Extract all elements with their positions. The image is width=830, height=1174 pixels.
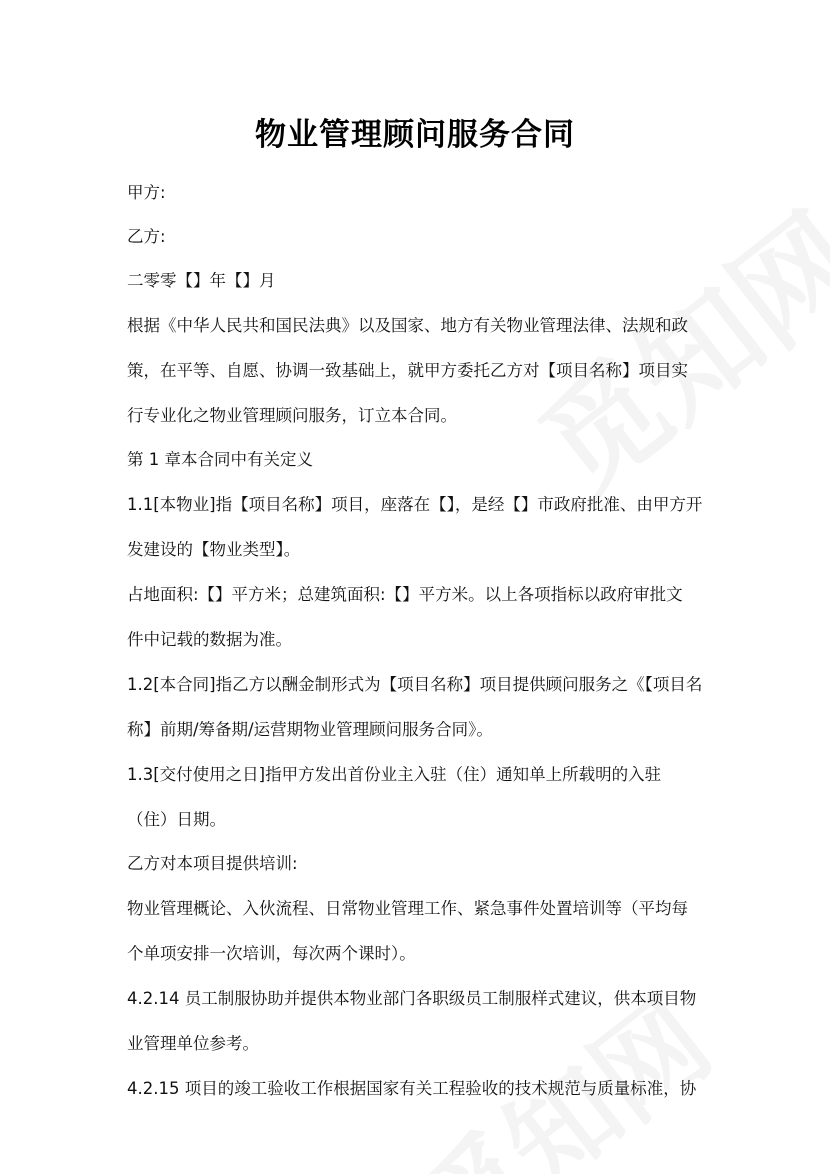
- contract-body: [127, 171, 717, 1111]
- training-paragraph: [127, 886, 717, 976]
- paragraph-line: 1.3[交付使用之日]指甲方发出首份业主入驻（住）通知单上所载明的入驻: [127, 765, 662, 784]
- party-a-line: 甲方:: [127, 183, 166, 202]
- paragraph-line: 个单项安排一次培训，每次两个课时）。: [127, 944, 416, 963]
- preamble-paragraph: [127, 303, 717, 438]
- clause-1-1: [127, 482, 717, 572]
- chapter-heading: 第 1 章本合同中有关定义: [127, 450, 313, 469]
- paragraph-line: 1.1[本物业]指【项目名称】项目，座落在【】，是经【】市政府批准、由甲方开: [127, 495, 703, 514]
- training-heading: 乙方对本项目提供培训:: [127, 854, 298, 873]
- clause-4-2-15: [127, 1066, 717, 1111]
- clause-1-3: [127, 752, 717, 842]
- party-b-line: 乙方:: [127, 227, 166, 246]
- contract-title: 物业管理顾问服务合同: [255, 117, 575, 153]
- paragraph-line: （住）日期。: [127, 810, 226, 829]
- paragraph-line: 物业管理概论、入伙流程、日常物业管理工作、紧急事件处置培训等（平均每: [127, 899, 688, 918]
- clause-4-2-14: [127, 976, 717, 1066]
- paragraph-line: 行专业化之物业管理顾问服务，订立本合同。: [127, 406, 457, 425]
- paragraph-line: 4.2.14 员工制服协助并提供本物业部门各职级员工制服样式建议，供本项目物: [127, 989, 697, 1008]
- area-paragraph: [127, 572, 717, 662]
- paragraph-line: 占地面积:【】平方米；总建筑面积:【】平方米。以上各项指标以政府审批文: [127, 585, 683, 604]
- paragraph-line: 业管理单位参考。: [127, 1034, 259, 1053]
- paragraph-line: 发建设的【物业类型】。: [127, 540, 301, 559]
- paragraph-line: 根据《中华人民共和国民法典》以及国家、地方有关物业管理法律、法规和政: [127, 316, 688, 335]
- paragraph-line: 4.2.15 项目的竣工验收工作根据国家有关工程验收的技术规范与质量标准，协: [127, 1079, 697, 1098]
- paragraph-line: 件中记载的数据为准。: [127, 630, 292, 649]
- paragraph-line: 策，在平等、自愿、协调一致基础上，就甲方委托乙方对【项目名称】项目实: [127, 361, 688, 380]
- paragraph-line: 称】前期/筹备期/运营期物业管理顾问服务合同》。: [127, 720, 493, 739]
- paragraph-line: 1.2[本合同]指乙方以酬金制形式为【项目名称】项目提供顾问服务之《【项目名: [127, 675, 703, 694]
- clause-1-2: [127, 662, 717, 752]
- date-line: 二零零【】年【】月: [127, 271, 276, 290]
